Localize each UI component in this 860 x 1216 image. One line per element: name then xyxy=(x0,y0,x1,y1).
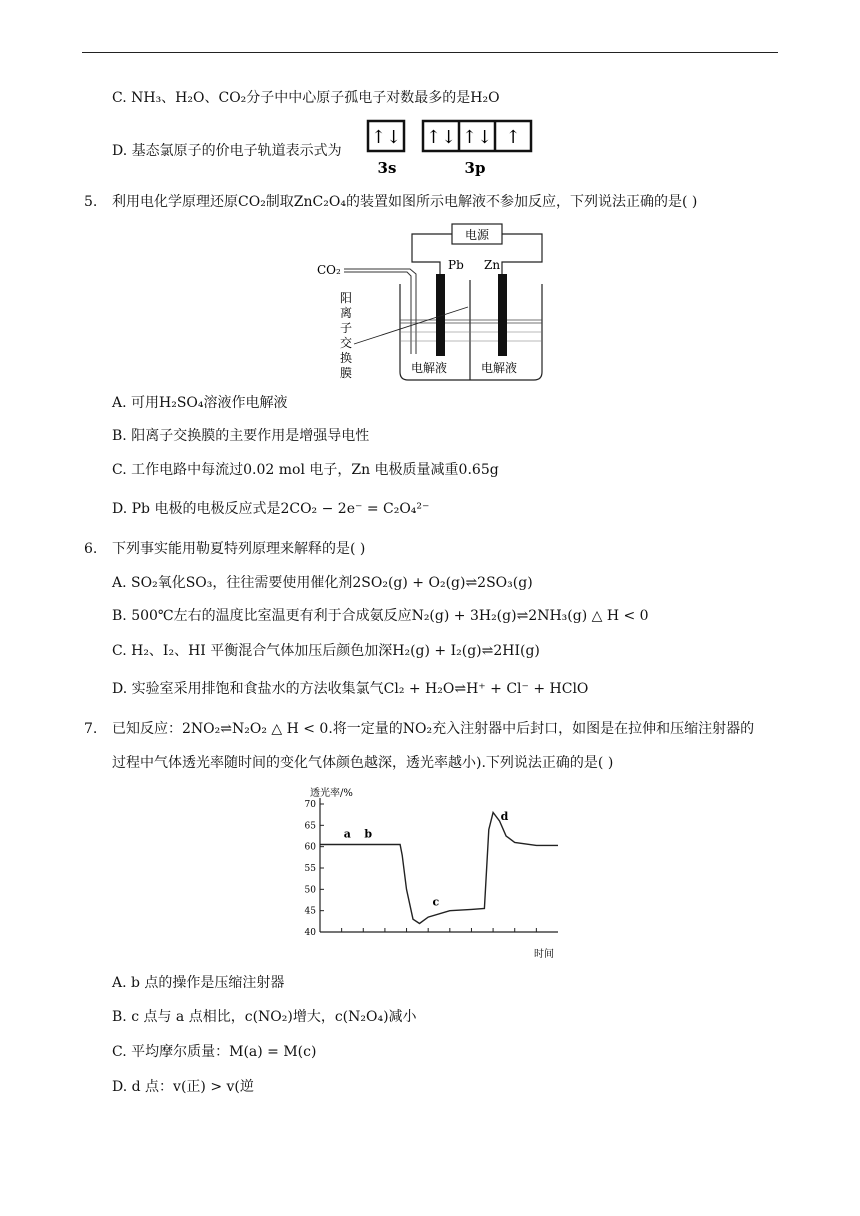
q6-stem: 下列事实能用勒夏特列原理来解释的是( ) xyxy=(112,541,366,557)
chart-ylabel: 透光率/% xyxy=(310,788,353,799)
q7-stem-line2: 过程中气体透光率随时间的变化气体颜色越深，透光率越小).下列说法正确的是( ) xyxy=(112,755,614,771)
electrolysis-apparatus xyxy=(312,222,562,384)
orbital-3p3-arrows: ↑ xyxy=(505,127,521,148)
y-tick-label: 60 xyxy=(304,842,316,853)
electrolyte-left-label: 电解液 xyxy=(411,361,448,375)
electrolyte-right-label: 电解液 xyxy=(481,361,518,375)
q5-number: 5. xyxy=(84,194,98,210)
pb-label: Pb xyxy=(448,258,464,272)
zn-label: Zn xyxy=(484,258,501,272)
q7-number: 7. xyxy=(84,721,98,737)
q4-option-c: C. NH₃、H₂O、CO₂分子中中心原子孤电子对数最多的是H₂O xyxy=(112,90,500,106)
q7-option-b: B. c 点与 a 点相比，c(NO₂)增大，c(N₂O₄)减小 xyxy=(112,1009,417,1025)
y-tick-label: 50 xyxy=(304,885,316,896)
q5-option-c: C. 工作电路中每流过0.02 mol 电子，Zn 电极质量减重0.65g xyxy=(112,462,499,478)
q6-option-b: B. 500℃左右的温度比室温更有利于合成氨反应N₂(g) + 3H₂(g)⇌2NH₃(g) △ H < 0 xyxy=(112,608,649,624)
header-rule xyxy=(82,52,778,53)
orbital-diagram xyxy=(365,118,537,178)
orbital-3p-label: 3p xyxy=(464,159,486,177)
y-tick-label: 45 xyxy=(304,906,316,917)
y-tick-label: 40 xyxy=(304,928,316,938)
chart-xlabel: 时间 xyxy=(534,949,554,960)
q7-option-c: C. 平均摩尔质量：M(a) = M(c) xyxy=(112,1044,317,1060)
q6-option-c: C. H₂、I₂、HI 平衡混合气体加压后颜色加深H₂(g) + I₂(g)⇌2HI(g) xyxy=(112,643,540,659)
membrane-char-2: 离 xyxy=(340,306,353,320)
membrane-char-3: 子 xyxy=(340,321,353,335)
q5-stem: 利用电化学原理还原CO₂制取ZnC₂O₄的装置如图所示电解液不参加反应，下列说法正确的是( ) xyxy=(112,194,698,210)
power-label: 电源 xyxy=(464,228,490,242)
q5-option-b: B. 阳离子交换膜的主要作用是增强导电性 xyxy=(112,428,370,444)
membrane-char-1: 阳 xyxy=(340,291,353,305)
membrane-char-4: 交 xyxy=(340,336,353,350)
point-label-d: d xyxy=(500,809,509,823)
y-tick-label: 70 xyxy=(304,800,316,810)
orbital-3s-arrows: ↑↓ xyxy=(370,127,402,148)
q5-option-a: A. 可用H₂SO₄溶液作电解液 xyxy=(112,395,288,411)
point-label-c: c xyxy=(432,895,440,909)
q5-option-d: D. Pb 电极的电极反应式是2CO₂ − 2e⁻ = C₂O₄²⁻ xyxy=(112,501,430,517)
point-label-a: a xyxy=(343,827,351,841)
q7-option-a: A. b 点的操作是压缩注射器 xyxy=(112,975,285,991)
y-tick-label: 65 xyxy=(304,821,316,832)
orbital-3s-label: 3s xyxy=(377,159,397,177)
q6-number: 6. xyxy=(84,541,98,557)
y-tick-label: 55 xyxy=(304,864,316,874)
membrane-char-6: 膜 xyxy=(340,366,353,380)
point-label-b: b xyxy=(364,827,373,841)
orbital-3p1-arrows: ↑↓ xyxy=(425,127,457,148)
q7-option-d: D. d 点：v(正) > v(逆 xyxy=(112,1079,254,1095)
q6-option-d: D. 实验室采用排饱和食盐水的方法收集氯气Cl₂ + H₂O⇌H⁺ + Cl⁻ + HClO xyxy=(112,681,589,697)
transmittance-chart xyxy=(296,784,564,962)
q4-option-d: D. 基态氯原子的价电子轨道表示式为 xyxy=(112,143,342,159)
orbital-3p2-arrows: ↑↓ xyxy=(461,127,493,148)
membrane-char-5: 换 xyxy=(340,351,353,365)
q7-stem-line1: 已知反应：2NO₂⇌N₂O₂ △ H < 0.将一定量的NO₂充入注射器中后封口，如图是在拉伸和压缩注射器的 xyxy=(112,721,755,737)
q6-option-a: A. SO₂氧化SO₃，往往需要使用催化剂2SO₂(g) + O₂(g)⇌2SO₃(g) xyxy=(112,575,533,591)
co2-label: CO₂ xyxy=(317,263,341,277)
